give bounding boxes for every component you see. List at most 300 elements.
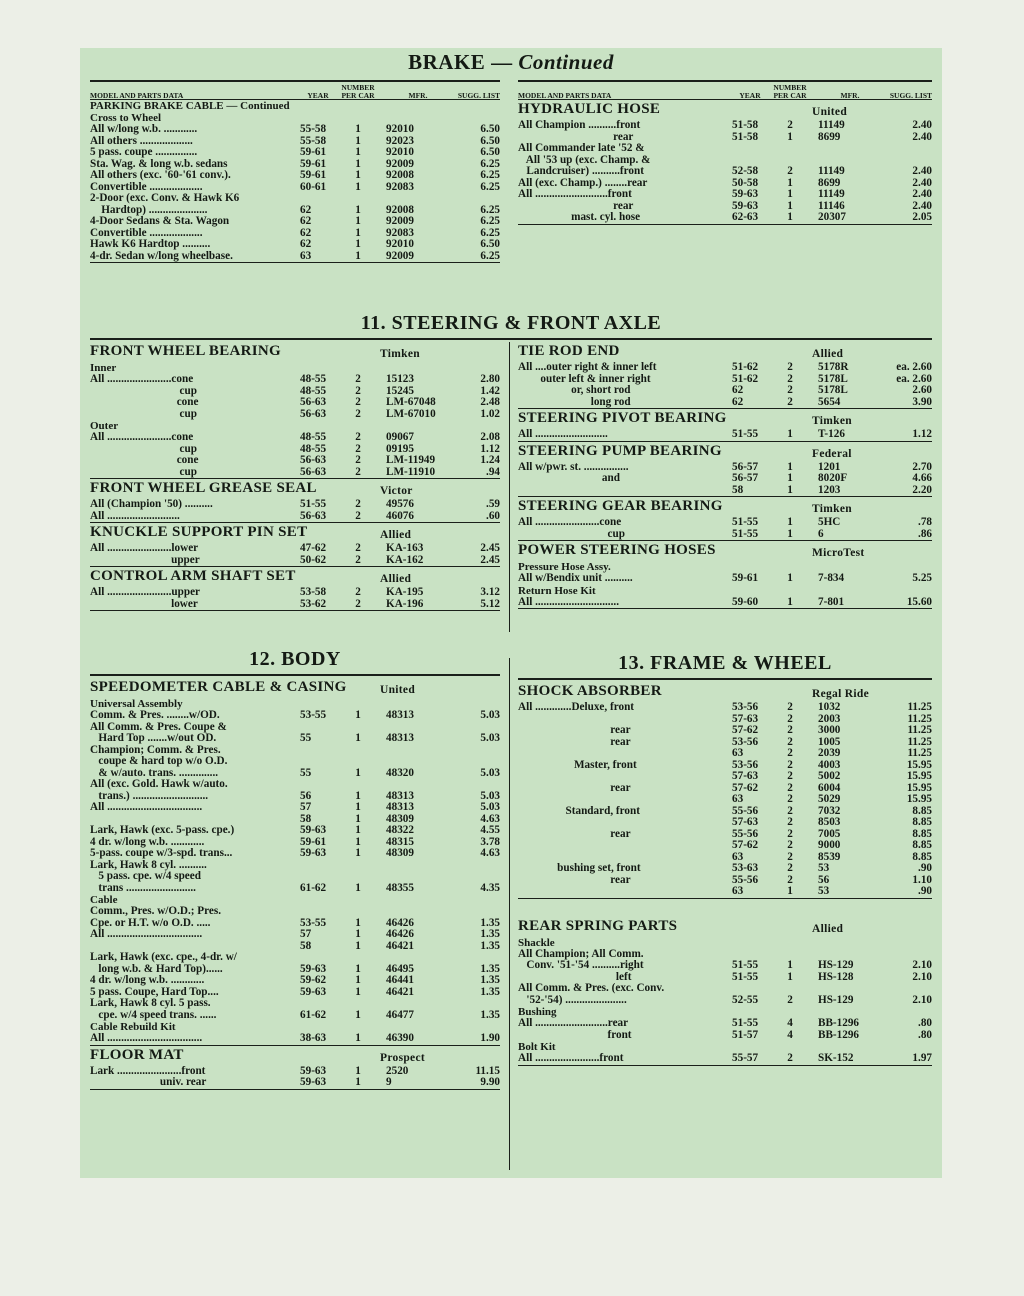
table-row [518,852,932,864]
row-list-price: 8.85 [912,850,932,863]
row-number: 2 [787,862,793,874]
row-number: 1 [355,847,361,859]
row-number [336,756,380,768]
rows [90,543,500,566]
row-year: 55-58 [300,134,327,147]
group-mfr: Allied [380,529,412,541]
table-row [90,193,500,205]
row-list-price: 1.12 [480,442,500,455]
row-part-number: 46495 [386,962,414,975]
row-description: 4 dr. w/long w.b. ............ [90,975,205,986]
row-list-price: 11.25 [907,747,932,759]
parts-group [90,479,500,523]
row-year: 59-63 [300,1076,327,1088]
row-part-number: HS-129 [818,959,854,971]
row-description: bushing set, front [518,863,641,874]
rows [518,462,932,497]
row-part-number: 46390 [386,1032,414,1044]
row-list-price [456,779,500,791]
row-description: trans ......................... [90,882,196,894]
table-row [90,906,500,918]
row-year: 56-63 [300,465,327,478]
row-list-price: 3.12 [480,586,500,598]
row-part-number [380,906,456,918]
row-number: 2 [787,361,793,373]
row-number: 1 [355,180,361,193]
header-list: SUGG. LIST [889,91,932,100]
table-row [518,212,932,224]
row-list-price [456,745,500,757]
row-year: 57-63 [732,712,759,725]
row-number: 1 [355,928,361,940]
row-number: 1 [355,157,361,170]
table-row [90,136,500,148]
row-part-number: 9000 [818,839,841,851]
header-year: YEAR [307,91,329,100]
row-year: 51-58 [732,130,759,143]
row-part-number [380,871,456,883]
row-part-number: LM-67048 [386,396,436,408]
row-part-number: HS-129 [818,993,854,1006]
row-year: 52-58 [732,165,759,177]
row-description: cup [90,466,197,478]
row-part-number: 15123 [386,373,414,385]
row-part-number: KA-163 [386,542,424,554]
group-title: FRONT WHEEL BEARING [90,343,282,359]
groups [90,678,500,1090]
row-list-price [456,860,500,872]
row-part-number: 46421 [386,985,414,998]
row-description: coupe & hard top w/o O.D. [90,756,228,767]
table-row [518,748,932,760]
row-part-number [380,745,456,757]
row-year: 53-62 [300,597,327,610]
group-title-row [90,342,500,362]
row-part-number: KA-195 [386,586,424,598]
row-list-price: .94 [486,465,500,478]
divider [90,338,932,340]
row-list-price: 2.10 [912,959,932,971]
row-number: 2 [787,119,793,131]
row-description: All ..........................rear [518,1018,629,1029]
table-row [518,760,932,772]
table-row [518,529,932,541]
table-row [90,374,500,386]
row-number: 2 [787,372,793,385]
row-description: All .................................. [90,929,203,940]
table-row [518,725,932,737]
row-year: 59-61 [300,169,327,181]
group-mfr: MicroTest [812,547,865,559]
row-year: 51-62 [732,372,759,385]
row-number: 1 [355,835,361,848]
table-row [518,429,932,441]
row-year: 48-55 [300,442,327,455]
group-title: STEERING PUMP BEARING [518,442,722,459]
row-number: 2 [355,442,361,455]
row-description: Lark, Hawk 8 cyl. .......... [90,859,207,871]
row-year: 58 [300,812,312,825]
row-number: 1 [355,974,361,986]
row-description: rear [518,200,634,212]
row-description [518,771,732,783]
row-year [300,906,336,918]
table-row [90,543,500,555]
row-year [300,193,336,205]
table-row [90,511,500,523]
row-number: 2 [787,1052,793,1064]
row-description: Hardtop) ..................... [90,204,208,216]
catalog-page [80,48,942,1178]
row-number: 1 [355,249,361,262]
row-description: cpe. w/4 speed trans. ...... [90,1009,217,1021]
table-row [518,178,932,190]
row-year: 60-61 [300,180,327,193]
group-subtitle: Return Hose Kit [518,584,596,597]
row-year: 48-55 [300,373,327,385]
row-description [518,485,732,497]
rows [518,1018,932,1041]
row-description [518,817,732,829]
row-number [336,860,380,872]
row-description: 5 pass. cpe. w/4 speed [90,871,201,882]
row-description: All (exc. Gold. Hawk w/auto. [90,779,228,790]
row-part-number: 11146 [818,199,845,212]
row-part-number: 1201 [818,460,841,473]
row-description: All ....outer right & inner left [518,362,657,373]
table-row [90,216,500,228]
section-title-frame: 13. FRAME & WHEEL [618,652,832,674]
row-description: All w/Bendix unit .......... [518,573,633,584]
row-number: 1 [787,130,793,143]
group-subtitle: Inner [90,362,117,374]
row-list-price: .60 [486,509,500,522]
row-list-price: 6.50 [480,123,500,135]
row-part-number: 7-801 [818,595,845,608]
brake-left-column [90,80,500,263]
row-list-price: 8.85 [912,827,932,840]
row-number: 1 [355,962,361,975]
row-number: 1 [787,595,793,608]
header-number: NUMBER PER CAR [773,83,807,100]
row-year: 62 [300,226,312,239]
row-list-price: 6.50 [480,238,500,250]
groups [90,342,500,611]
row-part-number: 48313 [386,732,414,744]
table-row [518,806,932,818]
row-year [300,756,336,768]
table-row [518,201,932,213]
row-description: 2-Door (exc. Conv. & Hawk K6 [90,193,240,204]
row-description: Standard, front [518,805,640,817]
row-list-price: 2.10 [912,993,932,1006]
group-title-row [90,479,500,499]
group-title: STEERING GEAR BEARING [518,498,723,514]
row-number: 1 [355,1032,361,1044]
parts-group [518,409,932,442]
row-part-number: 48309 [386,812,414,825]
row-list-price: 6.25 [480,249,500,262]
group-title: HYDRAULIC HOSE [518,101,661,117]
row-list-price [456,756,500,768]
frame-column [518,682,932,1066]
table-row [90,825,500,837]
row-number: 1 [355,801,361,813]
row-list-price: 1.24 [480,454,500,466]
row-description: rear [518,782,631,794]
row-number: 2 [787,993,793,1006]
body-column [90,678,500,1090]
row-number [336,998,380,1010]
rows [518,573,932,585]
row-list-price: 6.25 [480,226,500,239]
row-part-number: 6004 [818,781,841,794]
row-number: 2 [787,712,793,725]
table-row [90,467,500,479]
row-number: 1 [355,824,361,836]
row-description: All Comm. & Pres. Coupe & [90,721,227,733]
rows [518,120,932,224]
row-number: 1 [787,176,793,189]
row-number: 1 [787,199,793,212]
row-number: 1 [787,211,793,223]
row-year [732,143,768,155]
row-number: 1 [355,985,361,998]
header-model: MODEL AND PARTS DATA [518,91,612,100]
row-year: 57 [300,928,312,940]
row-part-number: 20307 [818,211,846,223]
row-list-price: 2.40 [912,165,932,177]
row-year: 56-57 [732,472,759,484]
header-mfr: MFR. [408,91,428,100]
row-part-number [380,779,456,791]
group-subtitle: Cable [90,894,118,906]
row-list-price: 5.12 [480,597,500,610]
row-part-number: 4003 [818,758,841,771]
row-description: All Champion; All Comm. [518,948,644,960]
group-title: FLOOR MAT [90,1046,184,1063]
row-number: 2 [355,373,361,385]
row-number: 1 [787,970,793,983]
table-row [90,964,500,976]
row-part-number: 46477 [386,1008,414,1021]
row-part-number: 5178R [818,361,849,373]
divider [518,678,932,680]
row-list-price: 2.08 [480,431,500,443]
row-list-price [456,193,500,205]
row-number [768,143,812,155]
table-row [90,975,500,987]
table-row [90,599,500,611]
row-list-price: 1.35 [480,962,500,975]
row-list-price: 11.15 [475,1064,500,1077]
row-description: outer left & inner right [518,373,651,385]
row-description: All .......................... [518,429,608,440]
row-description: Lark, Hawk (exc. cpe., 4-dr. w/ [90,952,237,963]
row-description: All .............Deluxe, front [518,702,635,713]
group-title: TIE ROD END [518,343,620,359]
row-description: All .......................cone [90,374,194,385]
row-part-number: 46076 [386,509,414,522]
row-number: 1 [787,885,793,897]
row-description: All .................................. [90,1033,203,1044]
parts-group [90,100,500,263]
table-row [518,702,932,714]
row-number: 2 [787,839,793,851]
group-mfr: Allied [812,922,844,935]
row-number: 4 [787,1017,793,1029]
rows [518,362,932,408]
row-list-price: 4.63 [480,847,500,859]
row-year: 55-56 [732,873,759,886]
row-part-number: 8699 [818,130,841,143]
row-number: 2 [787,735,793,748]
row-description: All others (exc. '60-'61 conv.). [90,170,231,181]
table-row [518,517,932,529]
row-list-price: 9.90 [480,1076,500,1088]
row-year: 59-63 [300,1064,327,1077]
group-mfr: Allied [380,573,412,585]
row-number: 2 [355,431,361,443]
row-list-price: 4.66 [912,472,932,484]
section-title-steering: 11. STEERING & FRONT AXLE [360,312,662,334]
row-part-number: 5178L [818,372,848,385]
header-year: YEAR [739,91,761,100]
row-list-price: 6.25 [480,157,500,170]
row-number: 2 [787,724,793,736]
row-list-price: 2.80 [480,373,500,385]
table-row [90,918,500,930]
row-number: 1 [355,916,361,929]
table-row [518,829,932,841]
row-description: rear [518,736,631,748]
row-year: 59-61 [300,835,327,848]
row-number: 1 [355,709,361,721]
table-row [518,143,932,155]
parts-group [90,342,500,479]
group-title-row [518,541,932,561]
row-number: 2 [355,384,361,397]
row-number [336,745,380,757]
table-row [90,860,500,872]
table-row [518,597,932,609]
row-year: 59-60 [732,595,759,608]
row-year: 63 [732,850,744,863]
row-part-number: 11149 [818,165,845,177]
row-description [90,941,300,953]
row-description [518,748,732,760]
row-year [300,871,336,883]
row-year: 48-55 [300,384,327,397]
rows [90,906,500,1021]
row-year: 48-55 [300,431,327,443]
table-row [90,871,500,883]
rows [518,949,932,1007]
table-row [90,397,500,409]
row-year: 53-56 [732,758,759,771]
row-part-number: 92083 [386,180,414,193]
row-number: 2 [355,586,361,598]
row-year: 55-57 [732,1052,759,1064]
row-description: univ. rear [90,1077,207,1088]
row-list-price: .90 [918,885,932,897]
group-mfr: Victor [380,485,413,497]
table-row [518,949,932,961]
row-list-price: .78 [918,516,932,528]
table-row [90,791,500,803]
group-title: PARKING BRAKE CABLE — Continued [90,100,290,112]
row-description: front [518,1029,632,1041]
row-part-number: 7-834 [818,572,845,584]
row-list-price: 1.97 [912,1052,932,1064]
row-number: 2 [355,597,361,610]
row-description: All .......................lower [90,543,199,554]
row-number: 1 [787,188,793,200]
row-part-number: 53 [818,885,830,897]
parts-group [90,678,500,1046]
row-number: 2 [355,396,361,408]
row-year: 62 [732,395,744,408]
row-year: 51-55 [732,1017,759,1029]
row-year: 62-63 [732,211,759,223]
row-list-price: 2.20 [912,483,932,496]
row-description: rear [518,725,631,736]
row-list-price: 5.03 [480,801,500,813]
table-row [518,462,932,474]
table-row [90,779,500,791]
group-subtitle: Outer [90,420,119,432]
row-description [518,852,732,864]
row-description: cone [90,455,199,466]
row-number: 1 [355,1076,361,1088]
group-title-row [518,497,932,517]
row-list-price: 1.35 [480,974,500,986]
row-year: 51-58 [732,119,759,131]
row-year: 38-63 [300,1032,327,1044]
row-number: 1 [355,134,361,147]
row-year: 57-63 [732,816,759,828]
parts-group [90,1046,500,1090]
group-title-row [518,917,932,937]
row-list-price: 11.25 [907,701,932,713]
rows [90,374,500,420]
table-row [90,499,500,511]
table-row [90,182,500,194]
row-list-price [456,871,500,883]
row-year: 51-55 [732,527,759,540]
row-year [732,983,768,995]
row-year: 53-58 [300,586,327,598]
row-year: 58 [300,939,312,952]
row-year: 63 [732,747,744,759]
column-header [90,80,500,100]
row-part-number: KA-162 [386,553,424,566]
row-number: 2 [355,553,361,566]
row-year: 62 [300,203,312,216]
row-number: 1 [355,766,361,779]
table-row [518,485,932,497]
row-list-price: 2.40 [912,188,932,200]
row-list-price: 15.95 [906,781,932,794]
table-row [518,783,932,795]
row-description: mast. cyl. hose [518,212,641,223]
row-year: 59-61 [300,146,327,158]
group-mfr: United [380,684,416,696]
row-description: All Comm. & Pres. (exc. Conv. [518,983,665,994]
row-part-number: 92008 [386,169,414,181]
row-year: 56-63 [300,407,327,420]
table-row [90,768,500,780]
